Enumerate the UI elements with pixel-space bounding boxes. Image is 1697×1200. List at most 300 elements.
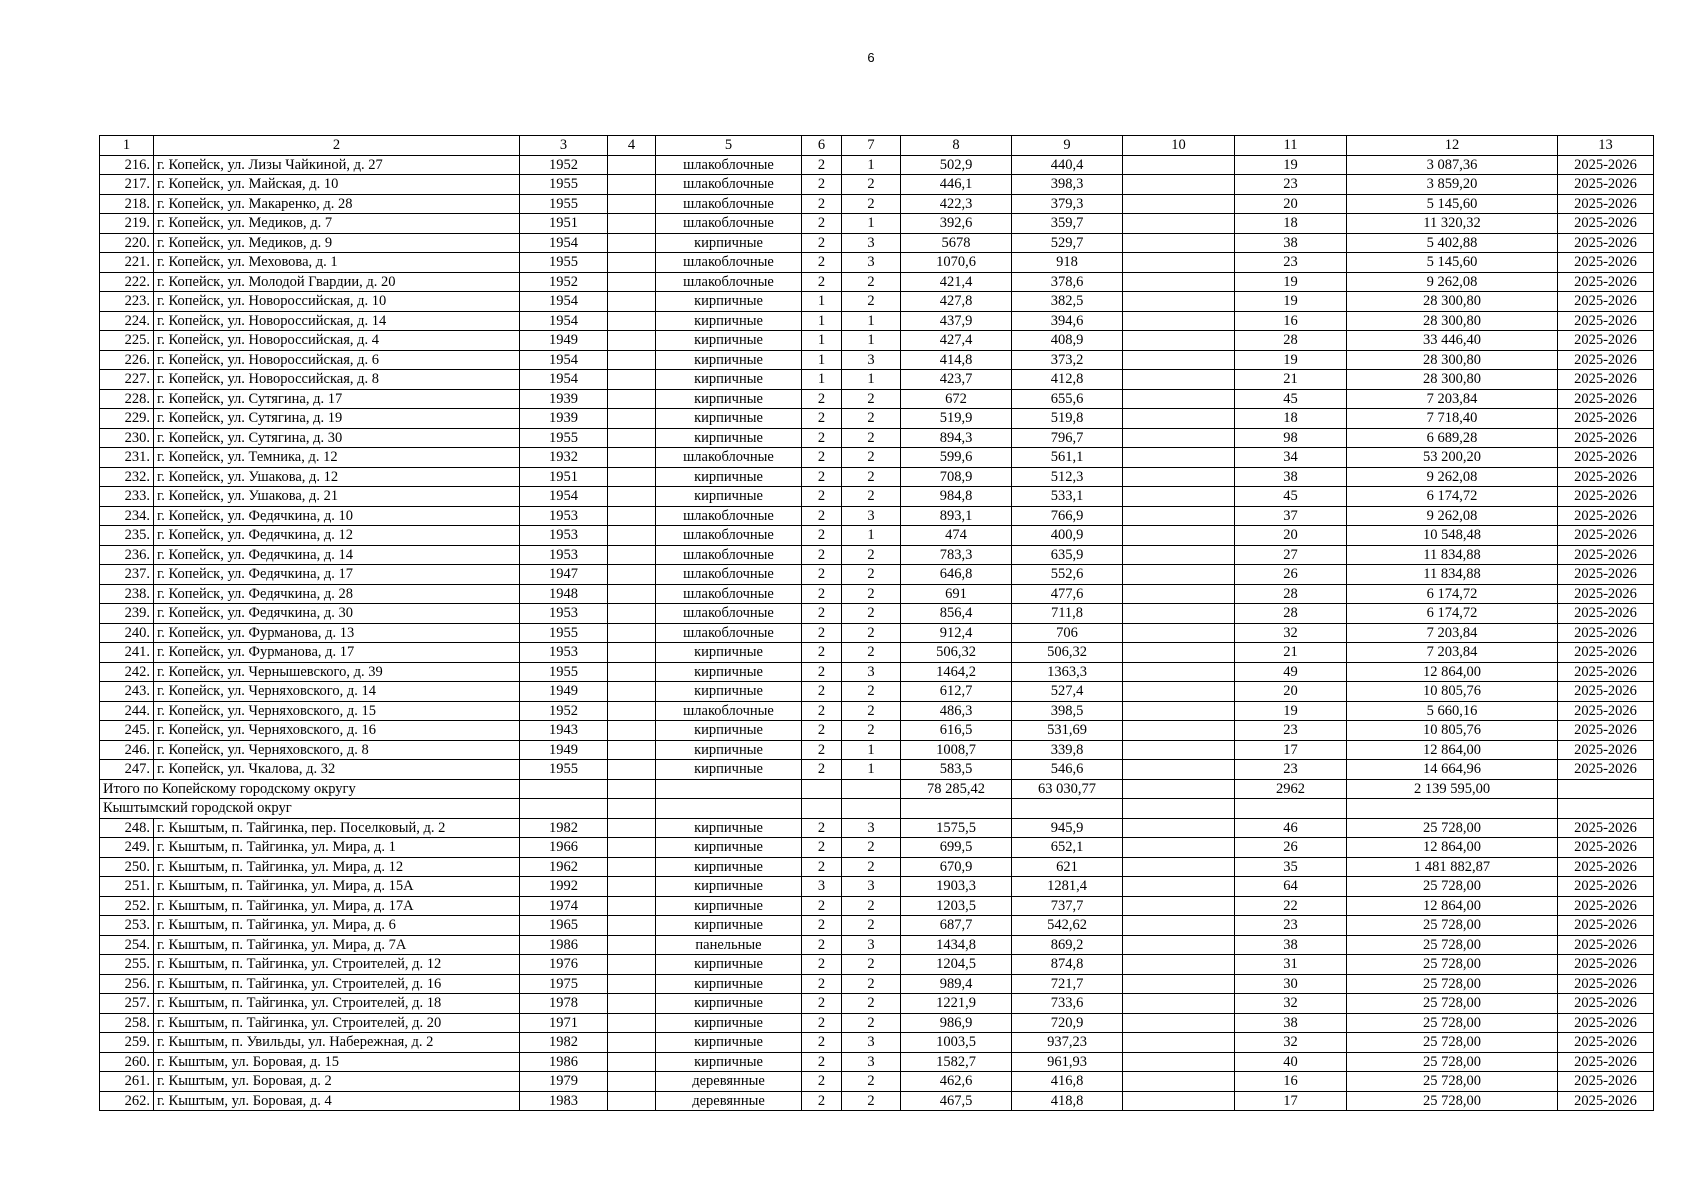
entrances-cell: 3 <box>842 506 901 526</box>
table-row <box>100 350 1654 370</box>
column-header: 6 <box>802 136 842 156</box>
table-row <box>100 1052 1654 1072</box>
living-area-cell: 339,8 <box>1012 740 1123 760</box>
residents-cell: 34 <box>1235 448 1347 468</box>
col-10-cell <box>1123 584 1235 604</box>
address-cell: г. Кыштым, п. Тайгинка, ул. Строителей, д. 20 <box>154 1013 520 1033</box>
col-10-cell <box>1123 370 1235 390</box>
floors-cell: 2 <box>802 448 842 468</box>
entrances-total-cell <box>842 779 901 799</box>
col-10-cell <box>1123 935 1235 955</box>
cost-cell: 25 728,00 <box>1347 994 1558 1014</box>
living-area-cell: 874,8 <box>1012 955 1123 975</box>
col-4-cell <box>608 292 656 312</box>
column-header: 3 <box>520 136 608 156</box>
total-label: Итого по Копейскому городскому округу <box>100 779 520 799</box>
empty-cell <box>1235 799 1347 819</box>
year-built-cell: 1948 <box>520 584 608 604</box>
residents-cell: 45 <box>1235 487 1347 507</box>
repair-period-cell: 2025-2026 <box>1558 487 1654 507</box>
wall-material-cell: кирпичные <box>656 896 802 916</box>
wall-material-cell: кирпичные <box>656 662 802 682</box>
total-area-cell: 467,5 <box>901 1091 1012 1111</box>
wall-material-cell: кирпичные <box>656 877 802 897</box>
living-area-cell: 918 <box>1012 253 1123 273</box>
residents-cell: 19 <box>1235 155 1347 175</box>
wall-material-cell: кирпичные <box>656 331 802 351</box>
column-header: 11 <box>1235 136 1347 156</box>
floors-cell: 2 <box>802 389 842 409</box>
year-built-cell: 1939 <box>520 389 608 409</box>
col-10-cell <box>1123 311 1235 331</box>
wall-material-cell: кирпичные <box>656 974 802 994</box>
residents-cell: 19 <box>1235 350 1347 370</box>
year-built-cell: 1965 <box>520 916 608 936</box>
page-number: 6 <box>867 50 875 65</box>
entrances-cell: 2 <box>842 428 901 448</box>
col-4-cell <box>608 214 656 234</box>
col-4-cell <box>608 896 656 916</box>
row-number-cell: 227. <box>100 370 154 390</box>
residents-cell: 37 <box>1235 506 1347 526</box>
entrances-cell: 2 <box>842 389 901 409</box>
column-header: 2 <box>154 136 520 156</box>
col-10-cell <box>1123 331 1235 351</box>
wall-material-cell: шлакоблочные <box>656 448 802 468</box>
wall-material-cell: кирпичные <box>656 818 802 838</box>
living-area-cell: 655,6 <box>1012 389 1123 409</box>
residents-cell: 49 <box>1235 662 1347 682</box>
col-10-cell <box>1123 1091 1235 1111</box>
address-cell: г. Кыштым, п. Тайгинка, ул. Мира, д. 7А <box>154 935 520 955</box>
col-10-cell <box>1123 896 1235 916</box>
table-row <box>100 272 1654 292</box>
row-number-cell: 251. <box>100 877 154 897</box>
total-area-cell: 893,1 <box>901 506 1012 526</box>
col-10-cell <box>1123 623 1235 643</box>
wall-material-cell: кирпичные <box>656 760 802 780</box>
repair-period-cell: 2025-2026 <box>1558 272 1654 292</box>
year-built-cell: 1955 <box>520 662 608 682</box>
total-area-cell: 5678 <box>901 233 1012 253</box>
total-area-cell: 1464,2 <box>901 662 1012 682</box>
wall-material-cell: панельные <box>656 935 802 955</box>
cost-cell: 9 262,08 <box>1347 506 1558 526</box>
col-10-cell <box>1123 175 1235 195</box>
floors-cell: 2 <box>802 467 842 487</box>
table-row <box>100 1072 1654 1092</box>
address-cell: г. Копейск, ул. Медиков, д. 7 <box>154 214 520 234</box>
total-area-cell: 474 <box>901 526 1012 546</box>
cost-cell: 9 262,08 <box>1347 467 1558 487</box>
address-cell: г. Копейск, ул. Черняховского, д. 8 <box>154 740 520 760</box>
entrances-cell: 2 <box>842 838 901 858</box>
cost-cell: 5 402,88 <box>1347 233 1558 253</box>
total-area-cell: 392,6 <box>901 214 1012 234</box>
table-row <box>100 487 1654 507</box>
cost-cell: 28 300,80 <box>1347 292 1558 312</box>
address-cell: г. Кыштым, п. Тайгинка, ул. Строителей, д. 18 <box>154 994 520 1014</box>
entrances-cell: 1 <box>842 155 901 175</box>
floors-cell: 2 <box>802 974 842 994</box>
entrances-cell: 1 <box>842 740 901 760</box>
residents-cell: 38 <box>1235 467 1347 487</box>
floors-cell: 2 <box>802 214 842 234</box>
repair-period-cell: 2025-2026 <box>1558 916 1654 936</box>
address-cell: г. Копейск, ул. Черняховского, д. 16 <box>154 721 520 741</box>
repair-period-cell: 2025-2026 <box>1558 311 1654 331</box>
floors-total-cell <box>802 779 842 799</box>
housing-register-table <box>99 135 1654 1111</box>
empty-cell <box>842 799 901 819</box>
col-10-cell <box>1123 526 1235 546</box>
repair-period-cell: 2025-2026 <box>1558 857 1654 877</box>
col-4-cell <box>608 838 656 858</box>
address-cell: г. Копейск, ул. Федячкина, д. 28 <box>154 584 520 604</box>
living-area-cell: 398,3 <box>1012 175 1123 195</box>
address-cell: г. Копейск, ул. Федячкина, д. 10 <box>154 506 520 526</box>
empty-cell <box>608 799 656 819</box>
repair-period-cell: 2025-2026 <box>1558 526 1654 546</box>
address-cell: г. Копейск, ул. Новороссийская, д. 10 <box>154 292 520 312</box>
table-row <box>100 838 1654 858</box>
year-built-cell: 1954 <box>520 311 608 331</box>
cost-cell: 1 481 882,87 <box>1347 857 1558 877</box>
total-area-cell: 1204,5 <box>901 955 1012 975</box>
address-cell: г. Копейск, ул. Новороссийская, д. 14 <box>154 311 520 331</box>
year-built-cell: 1982 <box>520 1033 608 1053</box>
year-built-cell: 1982 <box>520 818 608 838</box>
floors-cell: 2 <box>802 643 842 663</box>
col-4-cell <box>608 467 656 487</box>
col-10-cell <box>1123 253 1235 273</box>
col-10-cell <box>1123 974 1235 994</box>
col-10-cell <box>1123 214 1235 234</box>
repair-period-cell: 2025-2026 <box>1558 253 1654 273</box>
table-row <box>100 409 1654 429</box>
floors-cell: 2 <box>802 623 842 643</box>
floors-cell: 2 <box>802 1052 842 1072</box>
address-cell: г. Кыштым, п. Тайгинка, ул. Мира, д. 17А <box>154 896 520 916</box>
row-number-cell: 218. <box>100 194 154 214</box>
year-built-cell: 1953 <box>520 526 608 546</box>
address-cell: г. Копейск, ул. Черняховского, д. 14 <box>154 682 520 702</box>
cost-cell: 6 689,28 <box>1347 428 1558 448</box>
cost-cell: 28 300,80 <box>1347 311 1558 331</box>
entrances-cell: 3 <box>842 877 901 897</box>
floors-cell: 2 <box>802 701 842 721</box>
floors-cell: 2 <box>802 584 842 604</box>
row-number-cell: 260. <box>100 1052 154 1072</box>
repair-period-cell: 2025-2026 <box>1558 818 1654 838</box>
entrances-cell: 2 <box>842 955 901 975</box>
col-10-cell <box>1123 233 1235 253</box>
floors-cell: 2 <box>802 994 842 1014</box>
living-area-cell: 635,9 <box>1012 545 1123 565</box>
col-4-cell <box>608 818 656 838</box>
empty-cell <box>1347 799 1558 819</box>
table-row <box>100 214 1654 234</box>
col-4-cell <box>608 760 656 780</box>
total-area-cell: 672 <box>901 389 1012 409</box>
address-cell: г. Кыштым, п. Тайгинка, ул. Мира, д. 15А <box>154 877 520 897</box>
table-row <box>100 155 1654 175</box>
wall-material-cell: кирпичные <box>656 233 802 253</box>
address-cell: г. Копейск, ул. Макаренко, д. 28 <box>154 194 520 214</box>
residents-cell: 64 <box>1235 877 1347 897</box>
residents-cell: 16 <box>1235 311 1347 331</box>
floors-cell: 2 <box>802 1013 842 1033</box>
repair-period-cell: 2025-2026 <box>1558 565 1654 585</box>
total-area-cell: 423,7 <box>901 370 1012 390</box>
col-10-cell <box>1123 428 1235 448</box>
table-row <box>100 662 1654 682</box>
living-area-cell: 552,6 <box>1012 565 1123 585</box>
col-4-cell <box>608 545 656 565</box>
floors-cell: 2 <box>802 682 842 702</box>
row-number-cell: 233. <box>100 487 154 507</box>
living-area-cell: 529,7 <box>1012 233 1123 253</box>
year-built-cell: 1971 <box>520 1013 608 1033</box>
entrances-cell: 2 <box>842 194 901 214</box>
address-cell: г. Копейск, ул. Лизы Чайкиной, д. 27 <box>154 155 520 175</box>
row-number-cell: 245. <box>100 721 154 741</box>
total-area-cell: 462,6 <box>901 1072 1012 1092</box>
repair-period-cell: 2025-2026 <box>1558 467 1654 487</box>
entrances-cell: 3 <box>842 253 901 273</box>
residents-cell: 20 <box>1235 682 1347 702</box>
year-built-cell: 1932 <box>520 448 608 468</box>
col-10-cell <box>1123 350 1235 370</box>
col-4-cell <box>608 311 656 331</box>
floors-cell: 2 <box>802 175 842 195</box>
residents-cell: 23 <box>1235 175 1347 195</box>
col-4-cell <box>608 1072 656 1092</box>
col-10-cell <box>1123 760 1235 780</box>
table-row <box>100 233 1654 253</box>
living-area-cell: 796,7 <box>1012 428 1123 448</box>
floors-cell: 2 <box>802 565 842 585</box>
cost-cell: 25 728,00 <box>1347 877 1558 897</box>
table-row <box>100 682 1654 702</box>
row-number-cell: 224. <box>100 311 154 331</box>
cost-cell: 7 203,84 <box>1347 643 1558 663</box>
cost-cell: 25 728,00 <box>1347 1091 1558 1111</box>
column-header: 8 <box>901 136 1012 156</box>
floors-cell: 2 <box>802 155 842 175</box>
address-cell: г. Копейск, ул. Ушакова, д. 12 <box>154 467 520 487</box>
residents-cell: 23 <box>1235 721 1347 741</box>
col-10-cell <box>1123 1033 1235 1053</box>
residents-cell: 23 <box>1235 253 1347 273</box>
row-number-cell: 230. <box>100 428 154 448</box>
address-cell: г. Копейск, ул. Майская, д. 10 <box>154 175 520 195</box>
living-area-cell: 359,7 <box>1012 214 1123 234</box>
row-number-cell: 248. <box>100 818 154 838</box>
wall-material-cell: деревянные <box>656 1072 802 1092</box>
repair-period-cell: 2025-2026 <box>1558 370 1654 390</box>
wall-material-cell: кирпичные <box>656 370 802 390</box>
col-10-cell <box>1123 955 1235 975</box>
row-number-cell: 228. <box>100 389 154 409</box>
year-built-cell: 1953 <box>520 506 608 526</box>
column-header: 5 <box>656 136 802 156</box>
total-area-cell: 691 <box>901 584 1012 604</box>
wall-material-cell: шлакоблочные <box>656 253 802 273</box>
row-number-cell: 247. <box>100 760 154 780</box>
empty-cell <box>1558 799 1654 819</box>
year-built-cell: 1939 <box>520 409 608 429</box>
cost-cell: 11 320,32 <box>1347 214 1558 234</box>
repair-period-cell: 2025-2026 <box>1558 214 1654 234</box>
floors-cell: 2 <box>802 916 842 936</box>
address-cell: г. Копейск, ул. Новороссийская, д. 4 <box>154 331 520 351</box>
repair-period-cell: 2025-2026 <box>1558 428 1654 448</box>
cost-cell: 12 864,00 <box>1347 838 1558 858</box>
entrances-cell: 2 <box>842 896 901 916</box>
col-4-cell <box>608 643 656 663</box>
floors-cell: 1 <box>802 370 842 390</box>
col-10-cell <box>1123 155 1235 175</box>
floors-cell: 2 <box>802 955 842 975</box>
col-4-cell <box>608 253 656 273</box>
table-row <box>100 1013 1654 1033</box>
col-10-cell <box>1123 701 1235 721</box>
residents-cell: 35 <box>1235 857 1347 877</box>
address-cell: г. Копейск, ул. Меховова, д. 1 <box>154 253 520 273</box>
col-4-cell <box>608 955 656 975</box>
repair-period-cell: 2025-2026 <box>1558 974 1654 994</box>
living-area-cell: 706 <box>1012 623 1123 643</box>
floors-cell: 2 <box>802 740 842 760</box>
cost-cell: 33 446,40 <box>1347 331 1558 351</box>
column-header: 12 <box>1347 136 1558 156</box>
entrances-cell: 3 <box>842 350 901 370</box>
residents-cell: 26 <box>1235 565 1347 585</box>
col-10-cell <box>1123 506 1235 526</box>
entrances-cell: 3 <box>842 818 901 838</box>
col-10-cell <box>1123 857 1235 877</box>
floors-cell: 2 <box>802 1091 842 1111</box>
row-number-cell: 232. <box>100 467 154 487</box>
col-4-cell <box>608 721 656 741</box>
wall-material-cell: кирпичные <box>656 857 802 877</box>
cost-cell: 25 728,00 <box>1347 1033 1558 1053</box>
address-cell: г. Копейск, ул. Новороссийская, д. 6 <box>154 350 520 370</box>
entrances-cell: 3 <box>842 1033 901 1053</box>
residents-cell: 28 <box>1235 331 1347 351</box>
cost-cell: 5 660,16 <box>1347 701 1558 721</box>
living-area-cell: 416,8 <box>1012 1072 1123 1092</box>
total-area-cell: 986,9 <box>901 1013 1012 1033</box>
living-area-cell: 1363,3 <box>1012 662 1123 682</box>
table-row <box>100 448 1654 468</box>
living-area-cell: 1281,4 <box>1012 877 1123 897</box>
address-cell: г. Копейск, ул. Фурманова, д. 13 <box>154 623 520 643</box>
year-built-cell: 1951 <box>520 467 608 487</box>
repair-period-cell: 2025-2026 <box>1558 604 1654 624</box>
living-area-cell: 652,1 <box>1012 838 1123 858</box>
address-cell: г. Копейск, ул. Темника, д. 12 <box>154 448 520 468</box>
wall-material-cell: шлакоблочные <box>656 194 802 214</box>
table-row <box>100 331 1654 351</box>
residents-cell: 38 <box>1235 935 1347 955</box>
repair-period-cell: 2025-2026 <box>1558 838 1654 858</box>
living-area-cell: 379,3 <box>1012 194 1123 214</box>
repair-period-cell: 2025-2026 <box>1558 955 1654 975</box>
total-area-cell: 502,9 <box>901 155 1012 175</box>
column-number-header-row <box>100 136 1654 156</box>
year-built-cell: 1955 <box>520 175 608 195</box>
repair-period-cell: 2025-2026 <box>1558 896 1654 916</box>
row-number-cell: 219. <box>100 214 154 234</box>
living-area-cell: 721,7 <box>1012 974 1123 994</box>
floors-cell: 2 <box>802 935 842 955</box>
row-number-cell: 242. <box>100 662 154 682</box>
col-10-cell <box>1123 740 1235 760</box>
row-number-cell: 246. <box>100 740 154 760</box>
col-10-cell <box>1123 1052 1235 1072</box>
total-area-cell: 422,3 <box>901 194 1012 214</box>
col-10-cell <box>1123 604 1235 624</box>
address-cell: г. Кыштым, п. Тайгинка, ул. Строителей, д. 12 <box>154 955 520 975</box>
floors-cell: 2 <box>802 428 842 448</box>
year-built-cell: 1954 <box>520 370 608 390</box>
cost-cell: 5 145,60 <box>1347 194 1558 214</box>
year-built-cell: 1955 <box>520 623 608 643</box>
col-4-cell <box>608 428 656 448</box>
wall-material-cell: шлакоблочные <box>656 584 802 604</box>
row-number-cell: 243. <box>100 682 154 702</box>
col-10-cell <box>1123 194 1235 214</box>
col-4-total-cell <box>608 779 656 799</box>
table-row <box>100 1091 1654 1111</box>
year-built-cell: 1978 <box>520 994 608 1014</box>
floors-cell: 2 <box>802 896 842 916</box>
wall-material-cell: кирпичные <box>656 721 802 741</box>
total-area-cell: 1582,7 <box>901 1052 1012 1072</box>
cost-total-cell: 2 139 595,00 <box>1347 779 1558 799</box>
wall-material-cell: кирпичные <box>656 740 802 760</box>
row-number-cell: 238. <box>100 584 154 604</box>
col-10-cell <box>1123 682 1235 702</box>
row-number-cell: 258. <box>100 1013 154 1033</box>
total-area-cell: 486,3 <box>901 701 1012 721</box>
col-10-cell <box>1123 292 1235 312</box>
year-built-cell: 1943 <box>520 721 608 741</box>
year-built-cell: 1974 <box>520 896 608 916</box>
col-4-cell <box>608 233 656 253</box>
residents-cell: 30 <box>1235 974 1347 994</box>
column-header: 10 <box>1123 136 1235 156</box>
row-number-cell: 234. <box>100 506 154 526</box>
empty-cell <box>656 799 802 819</box>
residents-cell: 21 <box>1235 643 1347 663</box>
entrances-cell: 2 <box>842 857 901 877</box>
address-cell: г. Кыштым, ул. Боровая, д. 4 <box>154 1091 520 1111</box>
floors-cell: 2 <box>802 1072 842 1092</box>
cost-cell: 25 728,00 <box>1347 935 1558 955</box>
wall-material-cell: кирпичные <box>656 916 802 936</box>
entrances-cell: 2 <box>842 643 901 663</box>
col-10-cell <box>1123 467 1235 487</box>
total-area-cell: 421,4 <box>901 272 1012 292</box>
cost-cell: 53 200,20 <box>1347 448 1558 468</box>
year-built-cell: 1954 <box>520 350 608 370</box>
residents-cell: 17 <box>1235 1091 1347 1111</box>
cost-cell: 25 728,00 <box>1347 916 1558 936</box>
row-number-cell: 253. <box>100 916 154 936</box>
